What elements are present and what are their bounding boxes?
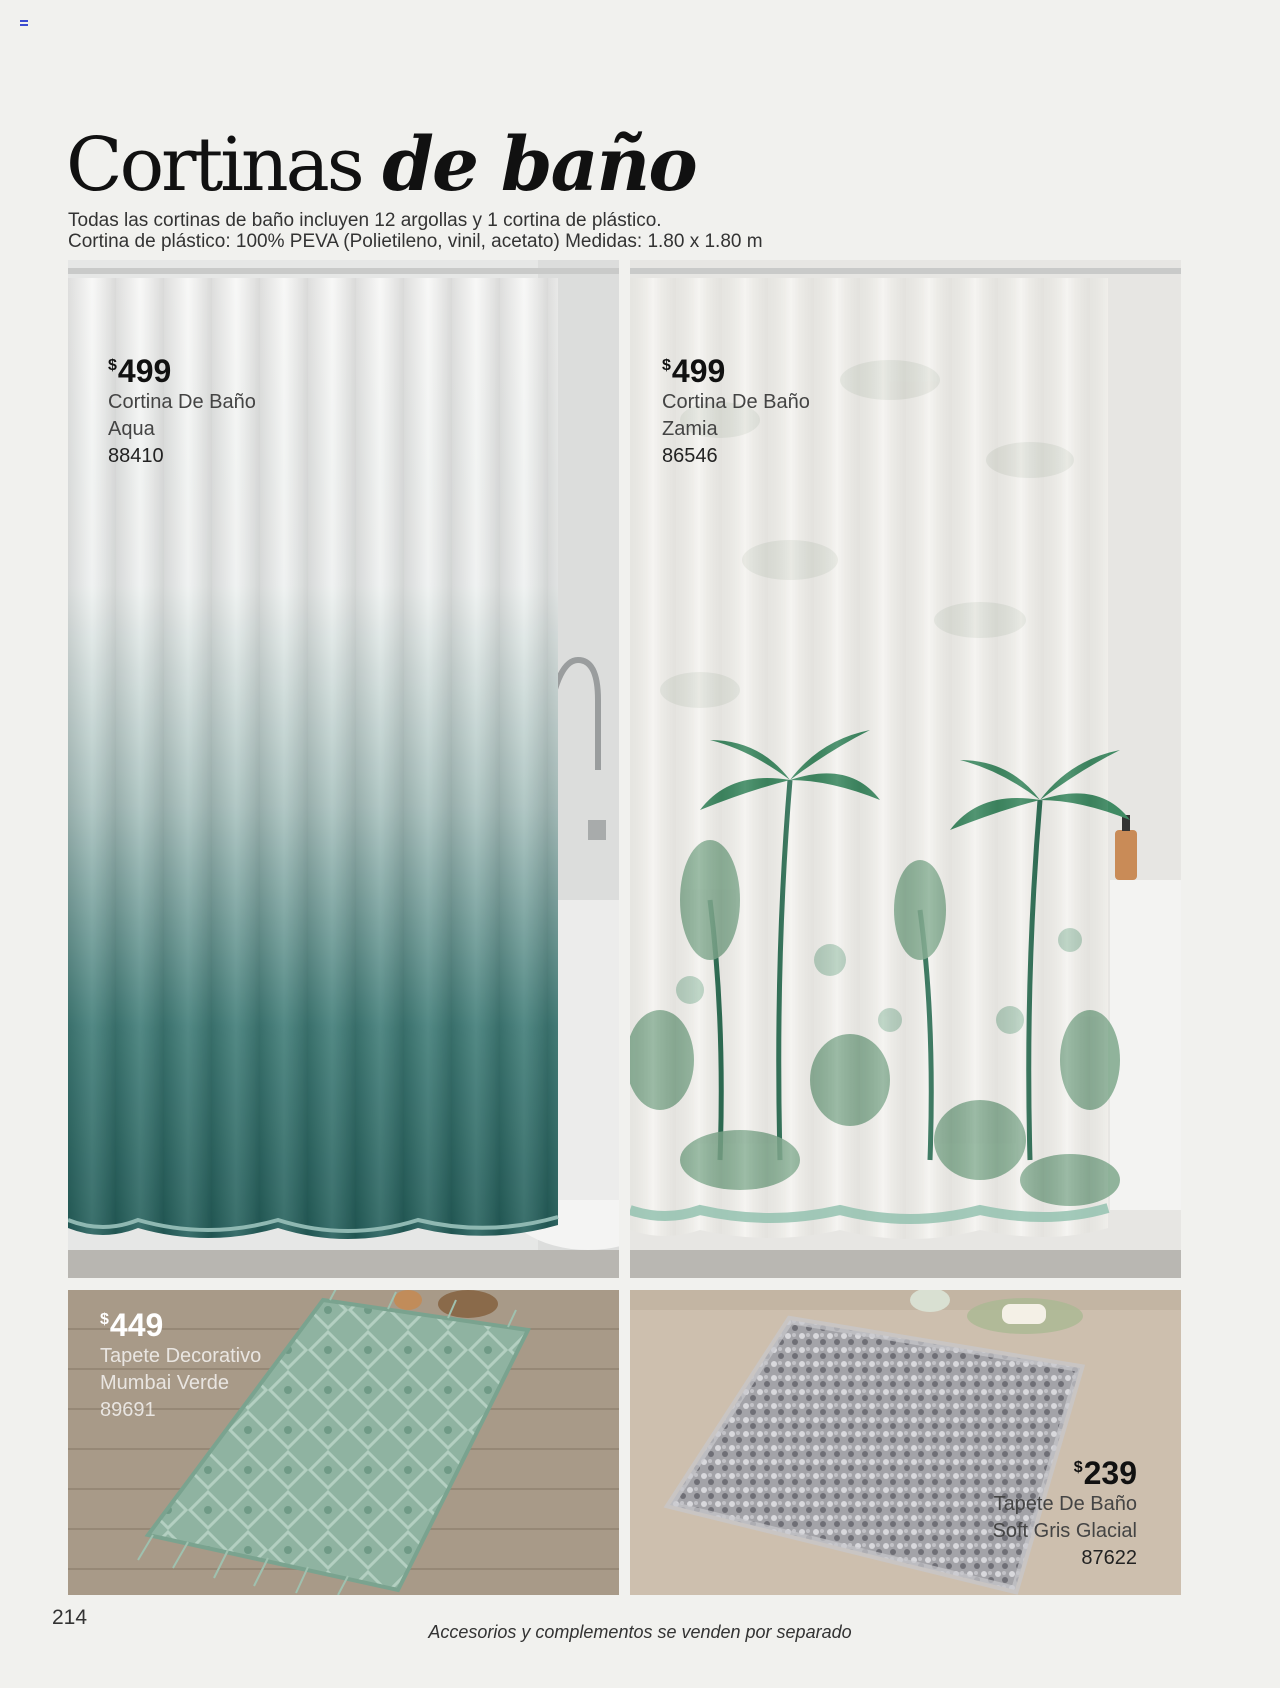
- currency-symbol: $: [662, 357, 671, 374]
- product-info: [662, 348, 810, 470]
- product-card-aqua-curtain[interactable]: [68, 260, 619, 1278]
- subtitle-line: Cortina de plástico: 100% PEVA (Polietileno, vinil, acetato) Medidas: 1.80 x 1.80 m: [68, 231, 763, 252]
- product-price: [662, 348, 810, 389]
- price-value: 449: [109, 1307, 164, 1343]
- currency-symbol: $: [108, 357, 117, 374]
- product-variant: Zamia: [662, 418, 718, 440]
- product-name: Cortina De Baño: [662, 391, 810, 413]
- page-subtitle: [68, 210, 763, 252]
- product-info: [993, 1450, 1137, 1572]
- product-code: 86546: [662, 445, 718, 467]
- menu-lines-icon: [20, 20, 28, 26]
- product-price: [100, 1302, 261, 1343]
- title-regular: Cortinas: [66, 122, 383, 208]
- product-variant: Soft Gris Glacial: [992, 1520, 1137, 1542]
- product-name: Cortina De Baño: [108, 391, 256, 413]
- product-name: Tapete Decorativo: [100, 1345, 262, 1367]
- product-price: [993, 1450, 1137, 1491]
- product-info: [100, 1302, 261, 1424]
- currency-symbol: $: [1073, 1459, 1083, 1476]
- product-name: Tapete De Baño: [993, 1493, 1137, 1515]
- price-value: 239: [1083, 1455, 1137, 1491]
- product-card-soft-gray-rug[interactable]: [630, 1290, 1181, 1595]
- product-code: 89691: [100, 1399, 156, 1421]
- page-title: [66, 120, 696, 210]
- price-value: 499: [671, 353, 726, 389]
- subtitle-line: Todas las cortinas de baño incluyen 12 argollas y 1 cortina de plástico.: [68, 210, 662, 231]
- product-code: 87622: [1081, 1547, 1137, 1569]
- currency-symbol: $: [100, 1311, 109, 1328]
- page-number: 214: [52, 1606, 88, 1629]
- product-price: [108, 348, 256, 389]
- product-variant: Aqua: [108, 418, 155, 440]
- footer-note: Accesorios y complementos se venden por separado: [428, 1622, 852, 1642]
- product-info: [108, 348, 256, 470]
- price-value: 499: [117, 353, 172, 389]
- product-card-zamia-curtain[interactable]: [630, 260, 1181, 1278]
- title-italic: de baño: [382, 122, 696, 208]
- product-code: 88410: [108, 445, 164, 467]
- product-variant: Mumbai Verde: [100, 1372, 229, 1394]
- product-card-mumbai-rug[interactable]: [68, 1290, 619, 1595]
